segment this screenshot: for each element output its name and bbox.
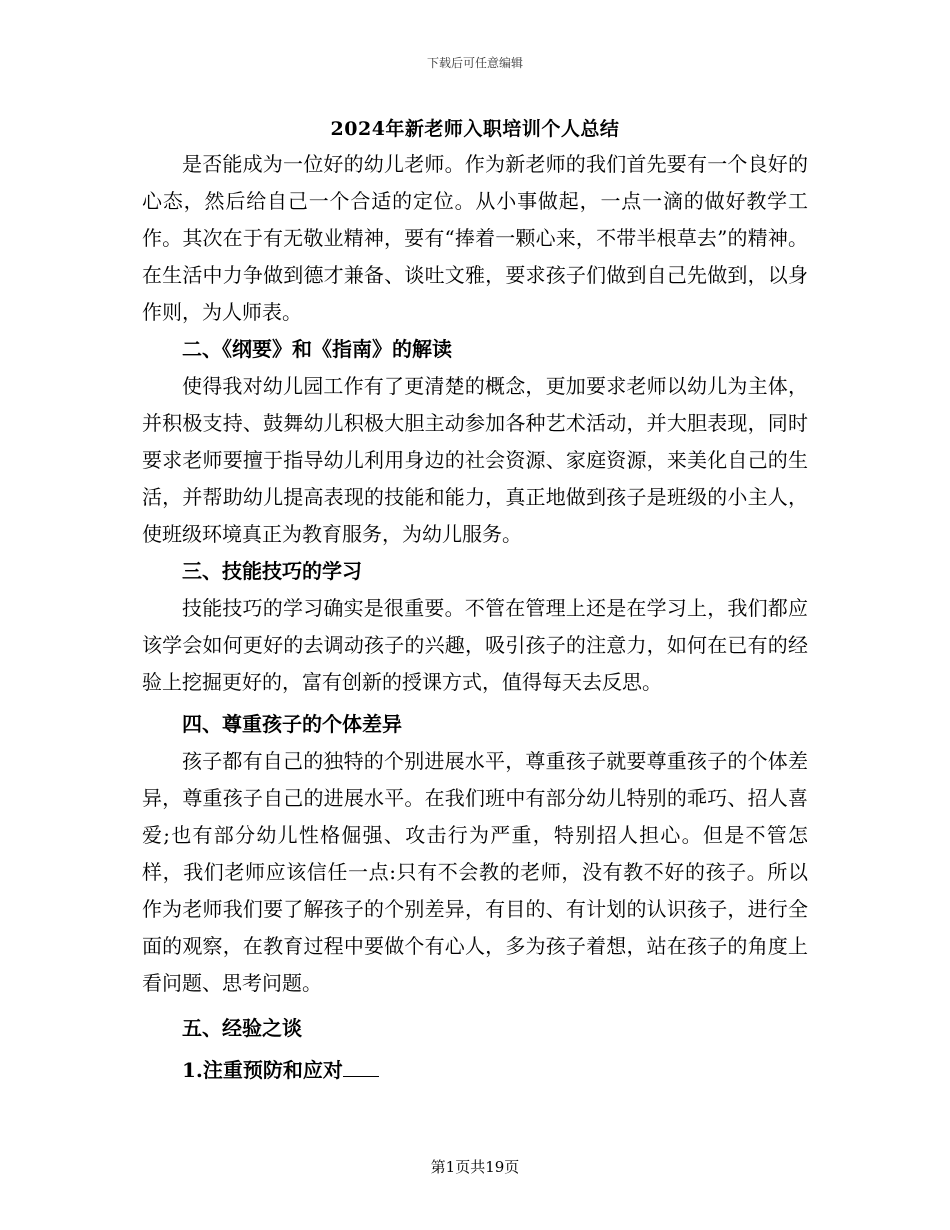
subheading-1-text: 1.注重预防和应对 [182, 1058, 343, 1082]
page-number-footer: 第1页共19页 [430, 1158, 520, 1176]
section-paragraph-3: 技能技巧的学习确实是很重要。不管在管理上还是在学习上，我们都应该学会如何更好的去调动孩子的兴趣，吸引孩子的注意力，如何在已有的经验上挖掘更好的，富有创新的授课方式，值得每天去反思。 [142, 596, 808, 694]
fill-blank-underline [343, 1075, 379, 1077]
section-heading-4: 四、尊重孩子的个体差异 [182, 712, 402, 736]
section-paragraph-4: 孩子都有自己的独特的个别进展水平，尊重孩子就要尊重孩子的个体差异，尊重孩子自己的进展水平。在我们班中有部分幼儿特别的乖巧、招人喜爱;也有部分幼儿性格倔强、攻击行为严重，特别招人担心。但是不管怎样，我们老师应该信任一点:只有不会教的老师，没有教不好的孩子。所以作为老师我们要了解孩子的个别差异，有目的、有计划的认识孩子，进行全面的观察，在教育过程中要做个有心人，多为孩子着想，站在孩子的角度上看问题、思考问题。 [142, 749, 808, 995]
document-body [142, 146, 808, 1089]
intro-paragraph: 是否能成为一位好的幼儿老师。作为新老师的我们首先要有一个良好的心态，然后给自己一个合适的定位。从小事做起，一点一滴的做好教学工作。其次在于有无敬业精神，要有“捧着一颗心来，不带半根草去”的精神。在生活中力争做到德才兼备、谈吐文雅，要求孩子们做到自己先做到，以身作则，为人师表。 [142, 152, 808, 324]
subheading-1 [142, 1052, 808, 1089]
section-heading-3: 三、技能技巧的学习 [182, 559, 362, 583]
header-note: 下载后可任意编辑 [426, 56, 523, 70]
section-paragraph-2: 使得我对幼儿园工作有了更清楚的概念，更加要求老师以幼儿为主体，并积极支持、鼓舞幼儿积极大胆主动参加各种艺术活动，并大胆表现，同时要求老师要擅于指导幼儿利用身边的社会资源、家庭资源，来美化自己的生活，并帮助幼儿提高表现的技能和能力，真正地做到孩子是班级的小主人，使班级环境真正为教育服务，为幼儿服务。 [142, 374, 808, 546]
section-heading-5: 五、经验之谈 [182, 1016, 302, 1040]
section-heading-2: 二、《纲要》和《指南》的解读 [182, 337, 452, 361]
document-title: 2024年新老师入职培训个人总结 [330, 118, 620, 140]
